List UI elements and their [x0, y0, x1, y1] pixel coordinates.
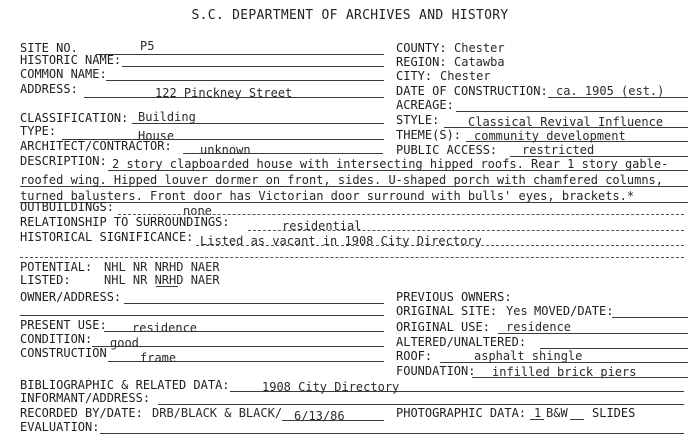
address-line	[84, 97, 384, 98]
address-label: ADDRESS:	[20, 82, 78, 96]
form-title: S.C. DEPARTMENT OF ARCHIVES AND HISTORY	[191, 8, 509, 23]
historic-name-line	[122, 66, 384, 67]
foundation-line	[472, 377, 688, 378]
moved-date-line	[612, 317, 688, 318]
date-of-construction-value: ca. 1905 (est.)	[556, 84, 665, 98]
condition-label: CONDITION:	[20, 332, 93, 346]
present-use-label: PRESENT USE:	[20, 318, 107, 332]
county-label: COUNTY:	[396, 41, 447, 55]
region-label: REGION:	[396, 55, 447, 69]
common-name-line	[106, 80, 384, 81]
potential-value: NHL NR NRHD NAER	[104, 260, 220, 274]
significance-line-2	[20, 257, 684, 258]
theme-label: THEME(S):	[396, 128, 462, 142]
moved-date-label: MOVED/DATE:	[534, 304, 614, 318]
type-value: House	[138, 129, 175, 143]
significance-label: HISTORICAL SIGNIFICANCE:	[20, 230, 194, 244]
style-value: Classical Revival Influence	[468, 115, 664, 129]
informant-label: INFORMANT/ADDRESS:	[20, 391, 151, 405]
roof-value: asphalt shingle	[474, 349, 583, 363]
owner-label: OWNER/ADDRESS:	[20, 290, 122, 304]
style-line	[444, 127, 688, 128]
address-value: 122 Pinckney Street	[155, 86, 293, 100]
description-rule-2	[20, 186, 688, 187]
roof-label: ROOF:	[396, 349, 433, 363]
photographic-count: 1	[534, 406, 542, 420]
type-label: TYPE:	[20, 124, 57, 138]
relationship-value: residential	[282, 219, 362, 233]
description-rule-3	[20, 202, 688, 203]
theme-value: community development	[474, 129, 626, 143]
date-of-construction-line	[548, 97, 688, 98]
original-use-value: residence	[506, 320, 572, 334]
owner-line	[124, 303, 384, 304]
common-name-label: COMMON NAME:	[20, 67, 107, 81]
construction-line	[108, 361, 384, 362]
present-use-value: residence	[132, 321, 198, 335]
county-value: Chester	[454, 41, 505, 55]
photographic-count-line	[530, 419, 544, 420]
listed-nrhd-underline	[156, 286, 178, 287]
bibliographic-line	[230, 391, 684, 392]
condition-line	[92, 346, 384, 347]
significance-value: Listed as vacant in 1908 City Directory	[200, 234, 482, 248]
bibliographic-label: BIBLIOGRAPHIC & RELATED DATA:	[20, 378, 230, 392]
architect-value: unknown	[200, 143, 251, 157]
description-line-2: roofed wing. Hipped louver dormer on front, sides. U-shaped porch with chamfered columns,	[20, 173, 663, 187]
classification-line	[132, 123, 384, 124]
outbuildings-value: none	[183, 204, 212, 218]
recorded-label: RECORDED BY/DATE:	[20, 406, 143, 420]
original-use-line	[498, 333, 688, 334]
original-site-value: Yes	[506, 304, 528, 318]
slides-label: SLIDES	[592, 406, 636, 420]
evaluation-line	[100, 433, 684, 434]
city-label: CITY:	[396, 69, 433, 83]
recorded-date: 6/13/86	[294, 409, 345, 423]
acreage-line	[456, 111, 688, 112]
description-rule-1	[108, 170, 688, 171]
recorded-line	[282, 420, 384, 421]
historic-name-label: HISTORIC NAME:	[20, 53, 122, 67]
owner-line-2	[20, 315, 384, 316]
original-site-label: ORIGINAL SITE:	[396, 304, 498, 318]
theme-line	[466, 141, 688, 142]
informant-line	[158, 404, 684, 405]
construction-value: frame	[140, 351, 177, 365]
site-no-value: P5	[140, 39, 155, 53]
architect-label: ARCHITECT/CONTRACTOR:	[20, 139, 172, 153]
significance-line	[196, 245, 684, 246]
photographic-type: B&W	[546, 406, 568, 420]
listed-label: LISTED:	[20, 273, 71, 287]
construction-label: CONSTRUCTION	[20, 346, 107, 360]
relationship-label: RELATIONSHIP TO SURROUNDINGS:	[20, 215, 230, 229]
condition-value: good	[110, 336, 139, 350]
architect-line	[183, 153, 383, 154]
original-use-label: ORIGINAL USE:	[396, 320, 490, 334]
listed-value: NHL NR NRHD NAER	[104, 273, 220, 287]
evaluation-label: EVALUATION:	[20, 420, 100, 434]
foundation-label: FOUNDATION:	[396, 364, 476, 378]
public-access-label: PUBLIC ACCESS:	[396, 143, 498, 157]
date-of-construction-label: DATE OF CONSTRUCTION:	[396, 84, 548, 98]
description-label: DESCRIPTION:	[20, 154, 107, 168]
previous-owners-label: PREVIOUS OWNERS:	[396, 290, 512, 304]
photographic-label: PHOTOGRAPHIC DATA:	[396, 406, 527, 420]
altered-label: ALTERED/UNALTERED:	[396, 335, 527, 349]
photographic-type-line	[570, 419, 584, 420]
classification-label: CLASSIFICATION:	[20, 111, 129, 125]
potential-label: POTENTIAL:	[20, 260, 93, 274]
region-value: Catawba	[454, 55, 505, 69]
site-no-line	[96, 54, 384, 55]
outbuildings-label: OUTBUILDINGS:	[20, 200, 114, 214]
relationship-line	[248, 230, 684, 231]
style-label: STYLE:	[396, 113, 440, 127]
classification-value: Building	[138, 110, 196, 124]
public-access-line	[510, 156, 688, 157]
description-line-3: turned balusters. Front door has Victorian door surround with bulls' eyes, brackets.*	[20, 189, 635, 203]
recorded-value: DRB/BLACK & BLACK/	[152, 406, 283, 420]
description-line-1: 2 story clapboarded house with intersecting hipped roofs. Rear 1 story gable-	[112, 157, 669, 171]
city-value: Chester	[440, 69, 491, 83]
foundation-value: infilled brick piers	[492, 365, 637, 379]
bibliographic-value: 1908 City Directory	[262, 380, 400, 394]
acreage-label: ACREAGE:	[396, 98, 454, 112]
present-use-line	[104, 331, 384, 332]
site-no-label: SITE NO.	[20, 41, 78, 55]
public-access-value: restricted	[522, 143, 595, 157]
roof-line	[440, 362, 688, 363]
